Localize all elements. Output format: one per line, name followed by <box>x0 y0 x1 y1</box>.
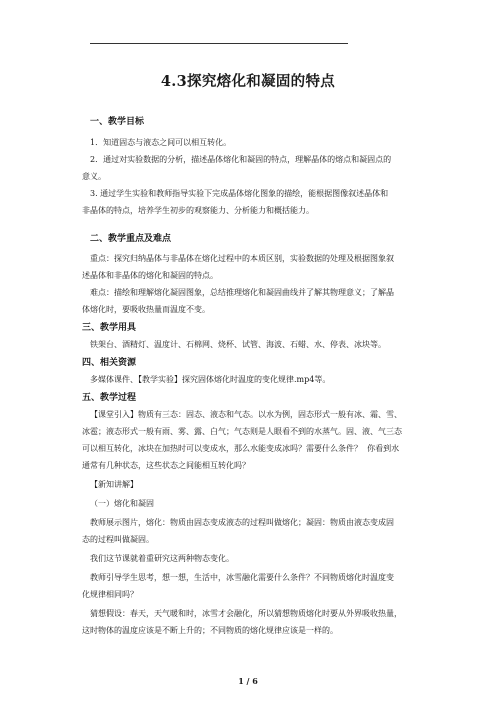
paragraph-line: （一）熔化和凝固 <box>90 499 154 508</box>
paragraph-line: 3. 通过学生实验和教师指导实验下完成晶体熔化图象的描绘，能根据图像叙述晶体和 <box>90 189 389 198</box>
paragraph-line: 多媒体课件、【教学实验】探究固体熔化时温度的变化规律.mp4等。 <box>90 375 331 384</box>
section-heading-resources: 四、相关资源 <box>82 358 137 368</box>
paragraph-line: 2．通过对实验数据的分析，描述晶体熔化和凝固的特点，理解晶体的熔点和凝固点的 <box>90 155 392 164</box>
paragraph-line: 猜想假设：春天，天气暖和时，冰雪才会融化，所以猜想物质熔化时要从外界吸收热量， <box>90 609 402 618</box>
paragraph-line: 【新知讲解】 <box>90 480 138 489</box>
header-rule <box>90 43 348 44</box>
paragraph-line: 这时物体的温度应该是不断上升的；不同物质的熔化规律应该是一样的。 <box>82 626 338 635</box>
paragraph-line: 1．知道固态与液态之间可以相互转化。 <box>90 138 232 147</box>
page-title: 4.3探究熔化和凝固的特点 <box>160 73 336 90</box>
paragraph-line: 铁架台、酒精灯、温度计、石棉网、烧杯、试管、海波、石蜡、水、停表、冰块等。 <box>90 340 386 349</box>
paragraph-line: 态的过程叫做凝固。 <box>82 535 154 544</box>
paragraph-line: 教师引导学生思考，想一想，生活中，冰雪融化需要什么条件？不同物质熔化时温度变 <box>90 573 394 582</box>
section-heading-objectives: 一、教学目标 <box>90 117 145 127</box>
paragraph-line: 冰雹；液态形式一般有雨、雾、露、白气；气态则是人眼看不到的水蒸气。固、液、气三态 <box>82 427 402 436</box>
section-heading-focus: 二、教学重点及难点 <box>90 234 172 244</box>
paragraph-line: 非晶体的特点，培养学生初步的观察能力、分析能力和概括能力。 <box>82 206 314 215</box>
paragraph-line: 我们这节课就着重研究这两种物态变化。 <box>90 554 234 563</box>
section-heading-process: 五、教学过程 <box>82 393 137 403</box>
paragraph-line: 可以相互转化，冰块在加热时可以变成水，那么水能变成冰吗？需要什么条件？ 你看到水 <box>82 444 400 453</box>
paragraph-line: 化规律相同吗？ <box>82 590 138 599</box>
paragraph-line: 通常有几种状态，这些状态之间能相互转化吗？ <box>82 461 250 470</box>
paragraph-line: 重点：探究归纳晶体与非晶体在熔化过程中的本质区别，实验数据的处理及根据图象叙 <box>90 254 394 263</box>
paragraph-line: 体熔化时，要吸收热量而温度不变。 <box>82 305 210 314</box>
paragraph-line: 难点：描绘和理解熔化凝固图象，总结推理熔化和凝固曲线并了解其物理意义；了解晶 <box>90 288 394 297</box>
paragraph-line: 述晶体和非晶体的熔化和凝固的特点。 <box>82 271 218 280</box>
paragraph-line: 教师展示图片，熔化：物质由固态变成液态的过程叫做熔化；凝固：物质由液态变成固 <box>90 518 394 527</box>
section-heading-tools: 三、教学用具 <box>82 323 137 333</box>
page-number: 1 / 6 <box>238 676 258 686</box>
paragraph-line: 【课堂引入】物质有三态：固态、液态和气态。以水为例，固态形式一般有冰、霜、雪、 <box>90 410 402 419</box>
paragraph-line: 意义。 <box>82 172 106 181</box>
